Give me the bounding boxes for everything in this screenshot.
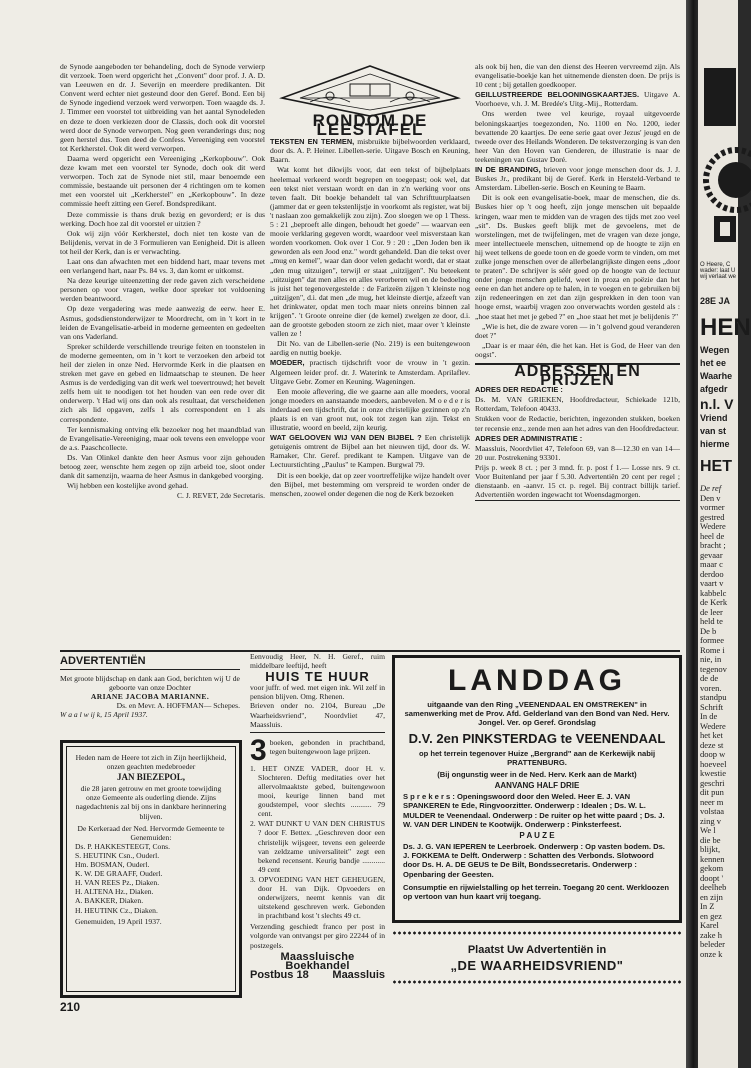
signature: C. J. REVET, 2de Secretaris. — [176, 491, 265, 501]
frag-text: doop w — [700, 749, 726, 759]
article-paragraph: Daarna werd opgericht een Vereeniging „Kerkopbouw". Ook deze kwam met een voorstel ter Synode, doch ook dit werd verworpen. Toch zat de Synode niet stil, maar benoemde een commissie, bestaande uit personen der 4 richtingen om te komen met een voorstel uit „Kerkherstel" en „Kerkopbouw". In deze commissie heeft zitting een Geref. Bondspredikant. — [60, 153, 265, 209]
boeken-intro: boeken, gebonden in prachtband, tegen buitengewoon lage prijzen. — [269, 737, 385, 756]
redactie-address: Ds. M. VAN GRIEKEN, Hoofdredacteur, Schiekade 121b, Rotterdam, Telefoon 40433. — [475, 395, 680, 414]
boeken-footer: Verzending geschiedt franco per post in volgorde van ontvangst per giro 22244 of in postzegels. — [250, 922, 385, 950]
frag-text: held te — [700, 616, 723, 626]
article-paragraph: als ook bij hen, die van den dienst des Heeren vervreemd zijn. Als evangelisatie-boekje kan het uitnemende diensten doen. De prijs is 10 cent ; bij getallen goedkooper. — [475, 62, 680, 90]
frag-text: n.l. V — [700, 396, 734, 412]
frag-caption — [700, 262, 736, 280]
dotted-border — [392, 930, 682, 936]
mourning-member: Hm. BOSMAN, Ouderl. — [75, 860, 150, 870]
section-title: RONDOM DE LEESTAFEL — [312, 111, 428, 140]
redactie-heading: ADRES DER REDACTIE : — [475, 385, 563, 395]
review-text: misbruikte bijbelwoorden verklaard, door ds. A. P. Heiner. Libellen-serie. Uitgave Bosch en Keuning, Baarn. — [270, 137, 470, 165]
frag-text: hierme — [700, 439, 730, 449]
review-body: „Wie is het, die de zware voren — in 't golvend goud veranderen doet ?" — [475, 321, 680, 340]
page-number: 210 — [60, 1000, 81, 1014]
frag-text: Vriend — [700, 413, 728, 423]
article-paragraph: Wij hebben een kostelijke avond gehad. — [67, 481, 189, 491]
review-body: Dit is ook een evangelisatie-boek, maar de menschen, die ds. Buskes hier op 't oog heeft, zijn jonge menschen uit bepaalde kringen, waar men te midden van de vragen des tijds met zoo veel „sit". Ds. Buskes geeft blijk met de gevoelens, met de worstelingen, met de twijfelingen, met de vragen van deze jonge, meer intellectueele menschen, uitnemend op de hoogte te zijn en hij weet telkens de goede toon en de goede vorm te vinden, om met zulke jonge menschen over de allerbelangrijkste dingen eens „door te praten". De schrijver is séér goed op de hoogte van de lectuur onder jonge menschen geliefd, weet in proza en poëzie dan het eene en dan het andere op te halen, in te voegen en te gebruiken bij zijn redeneeringen en zet dan zijn gesprekken in den toon van hooge ernst, waarbij vragen zoo onverwachts worden gesteld als : „hoe staat het met je gebed ?" en „hoe staat het met je belijdenis ?" — [475, 193, 680, 321]
huis-contact: Brieven onder no. 2104, Bureau „De Waarheidsvriend", Noordvliet 47, Maassluis. — [250, 701, 385, 732]
frag-text: de leer — [700, 606, 723, 617]
frag-text: gevaar — [700, 549, 723, 560]
frag-text: wij verlaat we — [700, 274, 737, 280]
huis-title: HUIS TE HUUR — [265, 669, 370, 685]
review-text: Wat komt het dikwijls voor, dat een tekst of bijbelplaats heelemaal verkeerd wordt begrepen en toegepast; ook wel, dat een tekst niet verstaan wordt en dan in z'n werking voor ons teven faalt. Dit boekje behandelt tal van Schrifttuurplaatsen (jammer dat er geen tekstenlijstje in voorkomt als register, wat bij 't naslaan zoo gemakkelijk zou zijn). Zoo sloegen we op 1 Thess. 5 : 21 „beproeft alle dingen, behoudt het goede" — waarvan een mooie verklaring gegeven wordt, waardoor veel misverstaan kan worden voorkomen. Ook over 1 Cor. 9 : 20 : „Den Joden ben ik geworden als een Jood enz." wordt gehandeld. Dan die tekst over „mug en kemel", waar dan door velen gedacht wordt, dat er staat „den mug uitzuigen", terwijl er staat „uitzijgen". Nu beteekent „uitzuigen" dat men alles en alles verorberen wil en de bedoeling is juist het tegenovergestelde : de Farizeën zijgen 't kleinste nog „uitzijgen", d.i. dat men „de mug, het kleinste diertje, afzeeft van het drinkwater, opdat men toch maar niets onreins binnen zal krijgen". 't Groote onreine dier (de kemel) zwelgen ze door, d.i. aan de grootste geboden stoorn ze zich niet, maar over 't kleinste vallen ze ! — [270, 165, 470, 339]
frag-text: en zijn — [700, 891, 723, 902]
mourning-member: H. ALTENA Hz., Diaken. — [75, 887, 154, 897]
frag-text: In Z — [700, 901, 715, 911]
frag-text: formee — [700, 635, 725, 645]
book-gutter — [686, 0, 698, 1068]
mourning-notice — [60, 740, 242, 998]
article-paragraph: Na deze keurige uiteenzetting der rede gaven zich verscheidene personen op voor vragen, welke door spreker tot voldoening werden beantwoord. — [60, 276, 265, 304]
mourning-date: Genemuiden, 19 April 1937. — [75, 916, 162, 926]
frag-text: wader: laat U — [700, 268, 736, 274]
adressen-section — [475, 363, 680, 501]
frag-text: van st — [700, 426, 727, 436]
birth-parents: Ds. en Mevr. A. HOFFMAN— Schepes. — [116, 701, 240, 711]
review-item — [475, 165, 680, 192]
mourning-member: S. HEUTINK Csn., Ouderl. — [75, 850, 160, 860]
price-info: Prijs p. week 8 ct. ; per 3 mnd. fr. p. post f 1.— Losse nrs. 9 ct. Voor Buitenland per jaar f 5.30. Advertentiën 20 cent per regel ; dienstaanb. en -aanvr. 15 ct. p. regel. Bij contract billijk tarief. Advertentiën worden ingewacht tot Woensdagmorgen. — [475, 462, 680, 500]
frag-text: Wedere — [700, 521, 726, 531]
frag-text: vaart v — [700, 578, 724, 588]
frag-text: In de — [700, 711, 718, 721]
frag-text: die be — [700, 834, 721, 845]
frag-lines — [700, 344, 733, 451]
review-item — [270, 339, 470, 357]
landdag-date: D.V. 2en PINKSTERDAG te VEENENDAAL — [408, 730, 666, 746]
frag-text: heel de — [700, 530, 725, 541]
book-item: 3. OPVOEDING VAN HET GEHEUGEN, door H. van Dijk. Opvoeders en onderwijzers, neemt kennis van dit uitstekend geschreven werk. Gebonden in prachtband kost 't slechts 49 ct. — [250, 874, 385, 921]
landdag-start: AANVANG HALF DRIE — [494, 781, 580, 791]
frag-text: gestred — [700, 511, 725, 522]
frag-text: doopt ' — [700, 872, 724, 883]
review-item — [270, 358, 470, 385]
landdag-consumptie: Consumptie en rijwielstalling op het terrein. Toegang 20 cent. Werkloozen op vertoon van hun kaart vrij toegang. — [403, 882, 669, 902]
review-text: Dit No. van de Libellen-serie (No. 219) is een buitengewoon aardig en nuttig boekje. — [270, 339, 470, 358]
review-text: Dit is een boekje, dat op zeer voortreffelijke wijze handelt over den Bijbel, met bestemming om verspreid te worden onder de menschen, zoowel onder degenen die nog de Kerk bezoeken — [270, 470, 470, 498]
frag-text: deelheb — [700, 882, 727, 892]
landdag-organiser: uitgaande van den Ring „VEENENDAAL EN OMSTREKEN" in samenwerking met de Prov. Afd. Gelderland van den Bond van Ned. Herv. Jongel. Ver. op Geref. Grondslag — [404, 700, 670, 728]
book-item: 2. WAT DUNKT U VAN DEN CHRISTUS ? door F. Bettex. „Geschreven door een christelijk wijsgeer, tevens een geleerde van zeldzame universaliteit" zegt een bekend recensent. Keurig bandje ............ 49 cent — [250, 819, 385, 874]
frag-text: kwestie — [700, 768, 726, 778]
frag-text: beleder — [700, 939, 726, 949]
waarheidsvriend-ad — [392, 930, 682, 992]
frag-text: De ref — [700, 483, 722, 493]
huis-text: voor juffr. of wed. met eigen ink. Wil zelf in pension blijven. Omg. Rhenen. — [250, 683, 385, 702]
frag-text: gekom — [700, 863, 724, 873]
frag-text: Wedere — [700, 720, 726, 731]
mourning-kerkeraad: De Kerkeraad der Ned. Hervormde Gemeente te Genemuiden: — [77, 823, 225, 842]
birth-name: ARIANE JACOBA MARIANNE. — [90, 692, 210, 702]
huis-intro: Eenvoudig Heer, N. H. Geref., ruim middelbare leeftijd, heeft — [250, 652, 385, 671]
frag-text: Schrift — [700, 701, 724, 712]
landdag-title: LANDDAG — [448, 664, 626, 697]
frag-body — [700, 484, 727, 959]
review-text: practisch tijdschrift voor de vrouw in 't gezin. Algemeen leider prof. dr. J. Waterink te Amsterdam. Aprilaflev. Uitgave Gebr. Zomer en Keuning. Wageningen. — [270, 358, 470, 386]
frag-heading: HEN — [700, 314, 751, 341]
newspaper-page-right — [698, 0, 751, 1068]
bookshop-postbus: Postbus 18 — [250, 968, 309, 981]
frag-text: het ee — [700, 358, 727, 368]
frag-text: derdoo — [700, 568, 724, 579]
frag-text: neer m — [700, 796, 724, 807]
adressen-title: ADRESSEN EN PRIJZEN — [514, 363, 641, 390]
mourning-name: JAN BIEZEPOL, — [116, 772, 185, 783]
mourning-member: K. W. DE GRAAFF, Ouderl. — [75, 869, 163, 879]
frag-text: de Kerk — [700, 597, 728, 607]
frag-text: dit pun — [700, 787, 724, 797]
birth-announcement — [60, 674, 240, 719]
frag-date: 28E JA — [700, 296, 731, 306]
frag-text: maar c — [700, 559, 723, 569]
frag-text: De b — [700, 625, 717, 636]
landdag-pauze: P A U Z E — [519, 831, 555, 841]
mourning-member: A. BAKKER, Diaken. — [75, 896, 144, 906]
mourning-member: H. HEUTINK Cz., Diaken. — [75, 905, 158, 915]
frag-heading: HET — [700, 458, 732, 475]
bookshop-name: Maassluische Boekhandel — [280, 950, 355, 972]
frag-text: en gez — [700, 910, 722, 921]
mourning-notice-inner — [66, 746, 236, 992]
mourning-intro: Heden nam de Heere tot zich in Zijn heerlijkheid, onzen geachten medebroeder — [75, 753, 227, 772]
masthead-emblem-icon — [700, 62, 736, 258]
mourning-member: Ds. P. HAKKESTEEGT, Cons. — [75, 841, 170, 851]
frag-text: geschri — [700, 777, 725, 788]
landdag-weather: (Bij ongunstig weer in de Ned. Herv. Kerk aan de Markt) — [437, 770, 637, 780]
review-text: Uitgave A. Voorhoeve, v.h. J. M. Bredée's Uitg.-Mij., Rotterdam. — [475, 90, 681, 109]
book-list — [250, 764, 385, 921]
book-item: 1. HET ONZE VADER, door H. v. Slochteren. Deftig meditaties over het allervolmaaktste gebed, buitengewoon mooi, keurige linnen band met goudstempel, voor slechts ........... 79 cent. — [250, 763, 385, 819]
review-label: TEKSTEN EN TERMEN, — [270, 137, 355, 147]
frag-text: blijkt, — [700, 844, 721, 854]
frag-text: hoeveel — [700, 758, 727, 769]
waarheid-line1: Plaatst Uw Advertentiën in — [467, 944, 607, 956]
redactie-note: Stukken voor de Redactie, berichten, ingezonden stukken, boeken ter recensie enz., zende men aan het adres van den Hoofdredacteur. — [475, 414, 680, 433]
frag-text: kennen — [700, 853, 725, 864]
frag-text: onze k — [700, 948, 723, 959]
review-label: GEILLUSTREERDE BELOONINGSKAARTJES. — [475, 90, 640, 100]
landdag-speakers: S p r e k e r s : Openingswoord door den Weled. Heer E. J. VAN SPANKEREN te Ede, Ringvoorzitter. Onderwerp : Idealen ; Ds. W. L. MULDER te Veenendaal. Onderwerp : De ruiter op het witte paard ; Ds. J. W. VAN DER LINDEN te Kootwijk. Onderwerp : Pinksterfeest. — [403, 792, 665, 829]
review-item — [270, 165, 470, 338]
frag-text: Wegen — [700, 345, 730, 355]
frag-text: Karel — [700, 920, 719, 930]
review-text: Een christelijk getuigenis omtrent de Bijbel aan het nieuwen tijd, door ds. W. Ramaker, Chr. Geref. predikant te Kampen. Uitgave van de Lectuurstichting „Paulus" te Kampen. Burgwal 79. — [270, 433, 470, 470]
admin-address: Maassluis, Noordvliet 47, Telefoon 69, van 8—12.30 en van 14—20 uur. Postrekening 93301. — [475, 443, 680, 462]
review-label: WAT GELOOVEN WIJ VAN DEN BIJBEL ? — [270, 433, 422, 443]
waarheid-line2: „DE WAARHEIDSVRIEND" — [450, 958, 624, 973]
frag-text: kabbelc — [700, 587, 727, 598]
landdag-after-pauze: Ds. J. G. VAN IEPEREN te Leerbroek. Onderwerp : Op vasten bodem. Ds. J. FOKKEMA te Delft. Onderwerp : Schatten des Verbonds. Slotwoord door Ds. H. A. DE GEUS te De Bilt, Bondssecretaris. Onderwerp : Openbaring der Geesten. — [403, 842, 665, 879]
mourning-body: die 28 jaren getrouw en met groote toewijding onze Gemeente als ouderling diende. Zijns nagedachtenis zal bij ons in dankbare herinnering blijven. — [75, 784, 227, 821]
review-item — [475, 90, 680, 108]
article-paragraph: de Synode aangeboden ter behandeling, doch de Synode verwierp dit verzoek. Toen werd opgericht het „Convent" door prof. J. A. D. van Leeuwen en dr. J. Severijn en meerdere predikanten. Dit Convent werd echter niet gesteund door den Geref. Bond. Een bij de Synode ingediend verzoek werd verworpen. Toen waagde ds. J. J. Timmer een voorstel tot uitbreiding van het aantal Synodeleden en deze te doen verkiezen door de Classis, doch ook dit voorstel werd door de Synode verworpen. Nog geen veranderings dus; nog geen herstel dus. Toen deed de Confess. Vereeniging een voorstel tot Kerkherstel. Ook dit werd verworpen. — [60, 62, 265, 153]
frag-text: afgedr — [700, 384, 728, 394]
frag-text: We l — [700, 825, 716, 835]
boeken-ad — [250, 733, 385, 981]
frag-text: voren. — [700, 682, 722, 693]
column-left — [60, 62, 265, 501]
frag-text: nie, in — [700, 654, 722, 664]
admin-heading: ADRES DER ADMINISTRATIE : — [475, 433, 583, 443]
column-ads-middle — [250, 652, 385, 980]
boeken-dropcap: 3 — [250, 733, 267, 767]
landdag-location: op het terrein tegenover Huize „Bergrand" aan de Kerkewijk nabij PRATTENBURG. — [418, 748, 656, 767]
frag-text: deze st — [700, 739, 724, 750]
article-paragraph: Op deze vergadering was mede aanwezig de eerw. heer E. Asmus, godsdienstonderwijzer te Moordrecht, om in 't kort in te leiden de Evangelisatie-arbeid in moderne gemeenten en gedeelten van ons Vaderland. — [60, 304, 265, 341]
frag-text: de de — [700, 673, 719, 683]
article-paragraph: Ter kennismaking ontving elk bezoeker nog het maandblad van de Evangelisatie-Vereeniging, maar ook tevens een enveloppe voor de a.s. Paaschcollecte. — [60, 424, 265, 452]
review-item — [270, 433, 470, 469]
article-paragraph: Deze commissie is thans druk bezig en gevorderd; er is dus werking. Doch hoe zal dit voorstel er uitzien ? — [60, 209, 265, 228]
frag-text: standpu — [700, 692, 727, 702]
frag-text: het ket — [700, 730, 723, 740]
dotted-border — [392, 979, 682, 985]
frag-text: Den v — [700, 492, 721, 503]
review-text: brieven voor jonge menschen door ds. J. J. Buskes Jr., predikant bij de Geref. Kerk in Hersteld-Verband te Amsterdam. Libellen-serie. Bosch en Keuning te Baarn. — [475, 165, 680, 193]
review-body: „Daar is er maar één, die het kan. Het is God, de Heer van den oogst". — [475, 340, 680, 359]
frag-text: zing v — [700, 815, 722, 826]
review-label: IN DE BRANDING, — [475, 165, 541, 175]
review-item — [270, 471, 470, 498]
article-paragraph: Spreker schilderde verschillende treurige feiten en toonstelen in de moderne gemeenten, om in 't kort te verzoeken den arbeid tot heil der zielen in onze Ned. Hervormde Kerk in die plaatsen en streken met gave en gebed en lidmaatschap te steunen. De heer Asmus is de verdediging van dit werk wel toevertrouwd; het bevelt zelfs hem uit te noodigen tot het houden van een rede over dit onderwerp. 't Had wij ons dan ook als resultaat, dat verscheidenen zich als lid opgaven, zelfs 1 als correspondent en 1 als correspondente. — [60, 341, 265, 424]
article-paragraph: Ook wij zijn vóór Kerkherstel, doch niet ten koste van de Belijdenis, vervat in de 3 Formulieren van Eenigheid. Dit is alleen tot heil der Kerk, dan is er verwachting. — [60, 228, 265, 256]
article-paragraph: Laat ons dan afwachten met een biddend hart, maar tevens met een verlangend hart, naar Ps. 84 vs. 3, dan komt er uitkomst. — [60, 256, 265, 276]
column-right — [475, 62, 680, 501]
birth-place: W a a l w ij k, 15 April 1937. — [60, 710, 148, 720]
column-middle — [270, 62, 470, 499]
frag-text: tegenov — [700, 663, 727, 674]
review-text: Een mooie aflevering, die we gaarne aan alle moeders, vooral jonge moeders en aanstaande moeders, aanbevelen. M o e d e r is inderdaad een tijdschrift, dat in onze christelijke gezinnen op z'n plaats is en van groot nut, ook tot zegen kan zijn. Tekst en illustratie, woord en beeld, zijn keurig. — [270, 386, 470, 433]
birth-text: Met groote blijdschap en dank aan God, berichten wij U de geboorte van onze Dochter — [60, 674, 240, 693]
frag-text: Waarhe — [700, 371, 733, 381]
bookshop-address — [250, 968, 385, 981]
frag-text: zake h — [700, 929, 722, 940]
review-body: Ons werden twee vel keurige, royaal uitgevoerde beloningskaartjes toegezonden, No. 1100 en No. 1200, ieder bevattende 20 kaartjes. De eene serie gaat over Jezus' jeugd en de tweede over des Heilands Wonderen. De tekstverzorging is van den heer Van den Hoven van Genderen, de illustratie is naar de teekeningen van Gustav Doré. — [475, 109, 680, 164]
landdag-ad — [392, 655, 682, 923]
review-label: MOEDER, — [270, 358, 305, 368]
review-item — [270, 137, 470, 164]
article-paragraph: Ds. Van Olinkel dankte den heer Asmus voor zijn gehouden betoog zeer, wenschte hem zegen op zijn arbeid toe, sloot onder dank dit samenzijn, waarna de heer Asmus in dankgebed voorging. — [60, 452, 265, 481]
frag-text: vormer — [700, 502, 725, 512]
frag-text: volstaa — [700, 806, 725, 816]
advertenties-heading: ADVERTENTIËN — [60, 655, 240, 670]
review-item — [270, 387, 470, 432]
frag-text: bracht ; — [700, 540, 726, 550]
frag-text: Rome i — [700, 644, 725, 655]
frag-text: O Heere, C — [700, 262, 731, 268]
mourning-member: H. VAN REES Pz., Diaken. — [75, 878, 160, 888]
bookshop-town: Maassluis — [332, 968, 385, 981]
